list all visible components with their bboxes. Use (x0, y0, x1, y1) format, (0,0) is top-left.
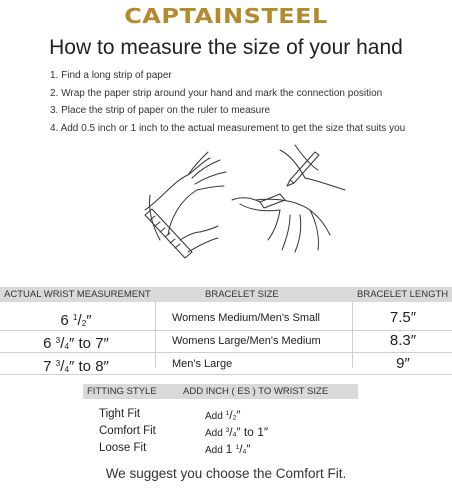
fitting-row (99, 440, 359, 456)
bracelet-length: 9″ (396, 355, 410, 372)
header-add-inches: ADD INCH ( ES ) TO WRIST SIZE (183, 386, 329, 397)
wrist-measurement: 6 $^1/_2''$ (60, 311, 92, 329)
instruction-step: 3. Place the strip of paper on the ruler to measure (50, 105, 271, 116)
pen-icon (287, 152, 319, 186)
header-bracelet-length: BRACELET LENGTH (357, 289, 449, 300)
bracelet-length: 8.3″ (389, 332, 417, 349)
fit-add: Add $^3/_4''$ to 1″ (205, 424, 269, 439)
header-wrist: ACTUAL WRIST MEASUREMENT (4, 289, 151, 300)
fitting-row (99, 406, 359, 422)
table-row (0, 307, 452, 329)
bracelet-size: Womens Medium/Men's Small (172, 312, 320, 324)
wrist-measurement: 7 $^3/_4''$ to 8″ (43, 357, 109, 375)
brand-logo: CAPTAINSTEEL (124, 4, 328, 28)
instructions-list (50, 67, 450, 137)
table-row (0, 353, 452, 375)
table-row (0, 330, 452, 352)
wrist-measurement: 6 $^3/_4''$ to 7″ (43, 334, 109, 352)
header-bracelet-size: BRACELET SIZE (205, 289, 279, 300)
bracelet-size: Womens Large/Men's Medium (172, 335, 321, 347)
bracelet-size: Men's Large (172, 358, 233, 370)
fit-add: Add 1 $^1/_4''$ (205, 441, 251, 456)
hand-measurement-illustration (140, 140, 440, 270)
bracelet-length: 7.5″ (389, 309, 417, 326)
page-title: How to measure the size of your hand (49, 36, 403, 59)
instruction-step: 1. Find a long strip of paper (50, 70, 172, 81)
fitting-row (99, 423, 359, 439)
instruction-step: 2. Wrap the paper strip around your hand and mark the connection position (50, 87, 383, 99)
fit-name: Comfort Fit (99, 425, 156, 437)
instruction-step: 4. Add 0.5 inch or 1 inch to the actual measurement to get the size that suits you (50, 122, 406, 134)
fit-name: Loose Fit (99, 442, 147, 454)
fit-name: Tight Fit (99, 408, 141, 420)
size-table-header (0, 287, 452, 302)
right-hand-drawing (232, 145, 345, 252)
comfort-fit-suggestion: We suggest you choose the Comfort Fit. (105, 466, 347, 481)
left-hand-drawing (145, 152, 226, 252)
fit-add: Add $^1/_2''$ (205, 407, 241, 422)
fitting-table-header (83, 384, 358, 399)
header-fitting-style: FITTING STYLE (87, 386, 157, 397)
